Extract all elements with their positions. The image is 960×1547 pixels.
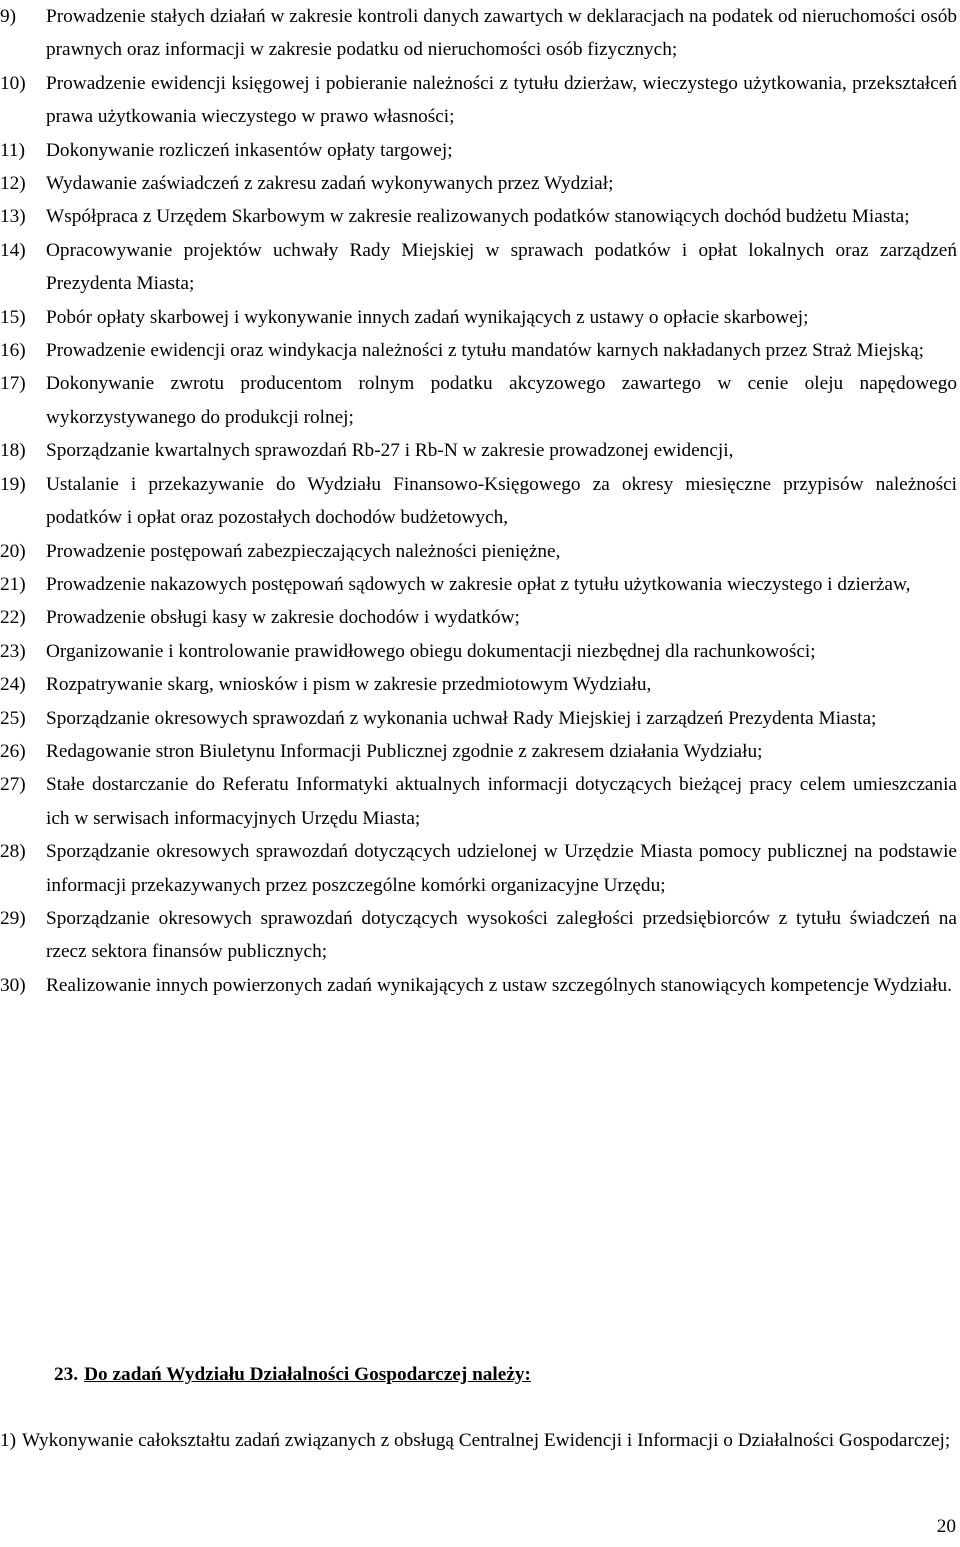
list-item xyxy=(0,702,957,735)
list-item-number: 22) xyxy=(0,607,26,629)
list-item-text: Opracowywanie projektów uchwały Rady Miejskiej w sprawach podatków i opłat lokalnych oraz zarządzeń Prezydenta Miasta; xyxy=(46,239,957,295)
list-item xyxy=(0,234,957,301)
list-item-number: 24) xyxy=(0,674,26,696)
list-item-number: 9) xyxy=(0,6,17,27)
list-item xyxy=(0,668,957,701)
list-item-number: 1) xyxy=(0,1430,17,1451)
list-item-number: 18) xyxy=(0,440,26,462)
list-item-text: Prowadzenie nakazowych postępowań sądowych w zakresie opłat z tytułu użytkowania wieczystego i dzierżaw, xyxy=(46,573,911,595)
list-item-text: Ustalanie i przekazywanie do Wydziału Finansowo-Księgowego za okresy miesięczne przypisów należności podatków i opłat oraz pozostałych dochodów budżetowych, xyxy=(46,473,957,529)
list-item-number: 10) xyxy=(0,72,26,94)
list-item xyxy=(0,334,957,367)
list-item xyxy=(0,835,957,902)
list-item-text: Sporządzanie okresowych sprawozdań dotyczących udzielonej w Urzędzie Miasta pomocy publicznej na podstawie informacji przekazywanych przez poszczególne komórki organizacyjne Urzędu; xyxy=(46,841,957,896)
list-item-number: 28) xyxy=(0,841,26,863)
list-item-text: Organizowanie i kontrolowanie prawidłowego obiegu dokumentacji niezbędnej dla rachunkowości; xyxy=(46,640,816,662)
section-task-list xyxy=(0,1424,957,1457)
list-item-text: Prowadzenie ewidencji księgowej i pobieranie należności z tytułu dzierżaw, wieczystego użytkowania, przekształceń prawa użytkowania wieczystego w prawo własności; xyxy=(46,72,957,128)
list-item-text: Redagowanie stron Biuletynu Informacji Publicznej zgodnie z zakresem działania Wydziału; xyxy=(46,740,763,762)
section-number: 23. xyxy=(54,1364,79,1385)
list-item-number: 29) xyxy=(0,907,26,929)
list-item xyxy=(0,200,957,233)
list-item-number: 21) xyxy=(0,573,26,595)
list-item-text: Pobór opłaty skarbowej i wykonywanie innych zadań wynikających z ustawy o opłacie skarbowej; xyxy=(46,306,809,328)
list-item xyxy=(0,635,957,668)
list-item-number: 15) xyxy=(0,306,26,328)
list-item-text: Sporządzanie kwartalnych sprawozdań Rb-27 i Rb-N w zakresie prowadzonej ewidencji, xyxy=(46,440,734,462)
list-item xyxy=(0,1424,957,1457)
list-item-text: Prowadzenie obsługi kasy w zakresie dochodów i wydatków; xyxy=(46,607,520,629)
list-item xyxy=(0,0,957,67)
list-item-number: 27) xyxy=(0,774,26,796)
list-item-number: 20) xyxy=(0,540,26,562)
list-item-number: 25) xyxy=(0,707,26,729)
list-item-text: Współpraca z Urzędem Skarbowym w zakresie realizowanych podatków stanowiących dochód budżetu Miasta; xyxy=(46,206,910,228)
list-item xyxy=(0,601,957,634)
list-item-number: 19) xyxy=(0,473,26,495)
list-item-text: Prowadzenie ewidencji oraz windykacja należności z tytułu mandatów karnych nakładanych przez Straż Miejską; xyxy=(46,340,925,362)
list-item xyxy=(0,568,957,601)
list-item-number: 11) xyxy=(0,139,25,161)
list-item xyxy=(0,902,957,969)
list-item-text: Stałe dostarczanie do Referatu Informatyki aktualnych informacji dotyczących bieżącej pracy celem umieszczania ich w serwisach informacyjnych Urzędu Miasta; xyxy=(46,774,957,829)
list-item xyxy=(0,735,957,768)
list-item xyxy=(0,434,957,467)
list-item-text: Wykonywanie całokształtu zadań związanych z obsługą Centralnej Ewidencji i Informacji o Działalności Gospodarczej; xyxy=(22,1430,951,1451)
list-item-text: Rozpatrywanie skarg, wniosków i pism w zakresie przedmiotowym Wydziału, xyxy=(46,674,652,696)
list-item xyxy=(0,134,957,167)
list-item-number: 16) xyxy=(0,340,26,362)
list-item-number: 12) xyxy=(0,173,26,195)
list-item-text: Sporządzanie okresowych sprawozdań dotyczących wysokości zaległości przedsiębiorców z tytułu świadczeń na rzecz sektora finansów publicznych; xyxy=(46,907,957,963)
list-item-number: 14) xyxy=(0,239,26,261)
list-item-number: 30) xyxy=(0,974,26,996)
list-item xyxy=(0,768,957,835)
list-item-number: 23) xyxy=(0,640,26,662)
list-item xyxy=(0,969,957,1002)
list-item xyxy=(0,367,957,434)
list-item xyxy=(0,67,957,134)
page-number: 20 xyxy=(936,1516,956,1537)
list-item-text: Realizowanie innych powierzonych zadań wynikających z ustaw szczególnych stanowiących kompetencje Wydziału. xyxy=(46,974,952,996)
list-item xyxy=(0,301,957,334)
list-item xyxy=(0,167,957,200)
list-item-text: Dokonywanie rozliczeń inkasentów opłaty targowej; xyxy=(46,139,453,161)
list-item-number: 26) xyxy=(0,740,26,762)
list-item-text: Prowadzenie stałych działań w zakresie kontroli danych zawartych w deklaracjach na podatek od nieruchomości osób prawnych oraz informacji w zakresie podatku od nieruchomości osób fizycznych; xyxy=(46,6,957,61)
list-item-text: Dokonywanie zwrotu producentom rolnym podatku akcyzowego zawartego w cenie oleju napędowego wykorzystywanego do produkcji rolnej; xyxy=(46,373,957,428)
list-item-text: Wydawanie zaświadczeń z zakresu zadań wykonywanych przez Wydział; xyxy=(46,173,614,195)
list-item xyxy=(0,468,957,535)
section-heading xyxy=(54,1358,531,1391)
list-item-number: 13) xyxy=(0,206,26,228)
section-title: Do zadań Wydziału Działalności Gospodarczej należy: xyxy=(84,1364,531,1385)
list-item-text: Prowadzenie postępowań zabezpieczających należności pieniężne, xyxy=(46,540,561,562)
list-item xyxy=(0,535,957,568)
list-item-number: 17) xyxy=(0,373,26,395)
list-item-text: Sporządzanie okresowych sprawozdań z wykonania uchwał Rady Miejskiej i zarządzeń Prezydenta Miasta; xyxy=(46,707,877,729)
